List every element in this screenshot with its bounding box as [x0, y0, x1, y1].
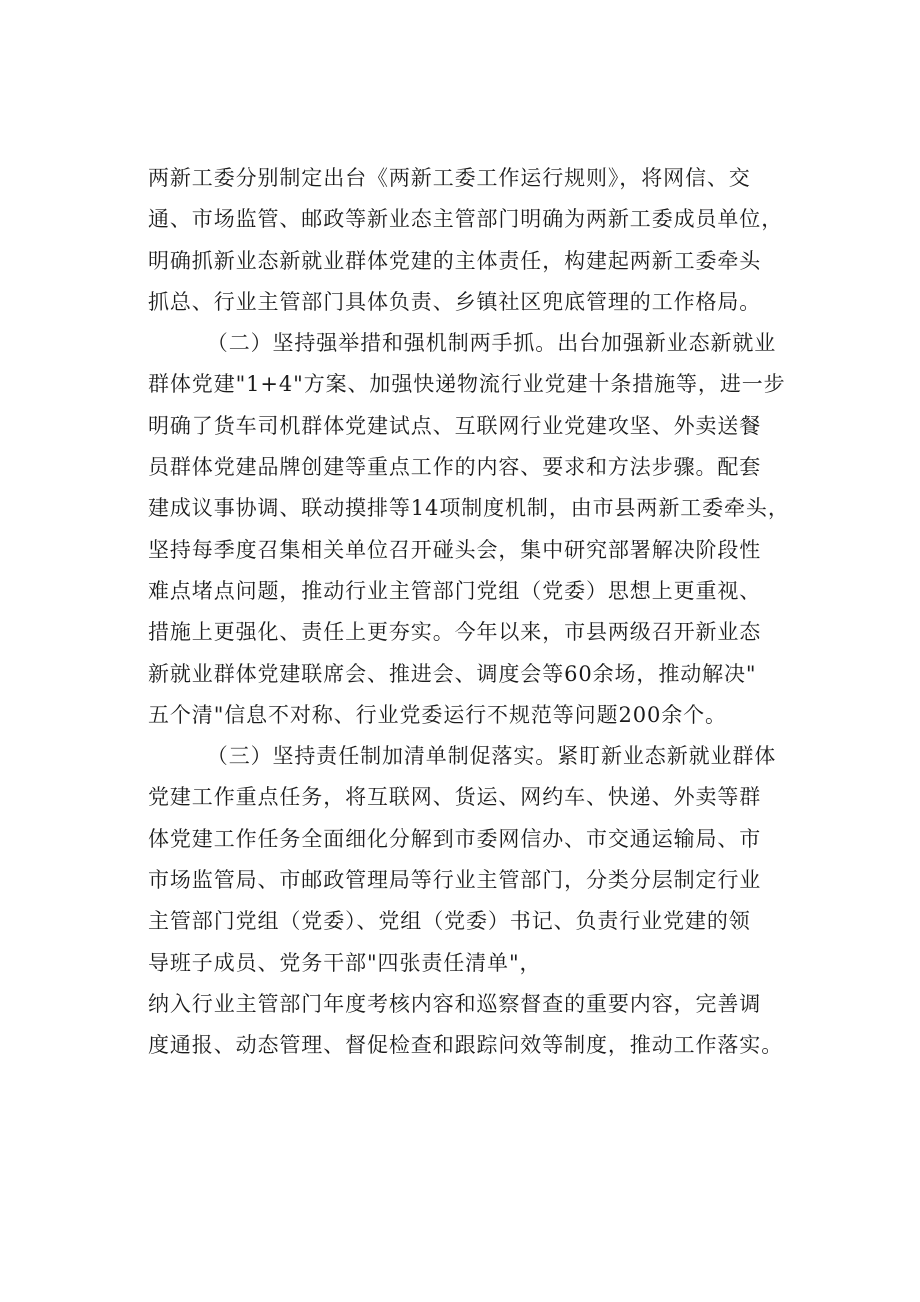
- paragraph-1-line-4: 抓总、行业主管部门具体负责、乡镇社区兜底管理的工作格局。: [148, 289, 762, 314]
- paragraph-2-line-2: 群体党建"1+4"方案、加强快递物流行业党建十条措施等，进一步: [148, 372, 786, 397]
- paragraph-1-line-3: 明确抓新业态新就业群体党建的主体责任，构建起两新工委牵头: [148, 248, 762, 273]
- paragraph-2-line-5: 建成议事协调、联动摸排等14项制度机制，由市县两新工委牵头，: [148, 496, 790, 521]
- paragraph-2-line-9: 新就业群体党建联席会、推进会、调度会等60余场，推动解决": [148, 661, 757, 686]
- paragraph-2: [148, 323, 824, 736]
- paragraph-2-line-10: 五个清"信息不对称、行业党委运行不规范等问题200余个。: [148, 702, 727, 727]
- paragraph-1: [148, 158, 824, 323]
- paragraph-1-line-1: 两新工委分别制定出台《两新工委工作运行规则》，将网信、交: [148, 166, 751, 190]
- paragraph-2-line-8: 措施上更强化、责任上更夯实。今年以来，市县两级召开新业态: [148, 620, 762, 645]
- paragraph-2-heading-line: （二）坚持强举措和强机制两手抓。出台加强新业态新就业: [206, 331, 777, 356]
- paragraph-2-line-3: 明确了货车司机群体党建试点、互联网行业党建攻坚、外卖送餐: [148, 413, 762, 438]
- paragraph-3-line-8: 度通报、动态管理、督促检查和跟踪问效等制度，推动工作落实。: [148, 1033, 784, 1058]
- paragraph-2-line-6: 坚持每季度召集相关单位召开碰头会，集中研究部署解决阶段性: [148, 537, 762, 562]
- paragraph-1-line-2: 通、市场监管、邮政等新业态主管部门明确为两新工委成员单位，: [148, 207, 784, 232]
- paragraph-3-line-5: 主管部门党组（党委）、党组（党委）书记、负责行业党建的领: [148, 909, 751, 934]
- paragraph-2-line-4: 员群体党建品牌创建等重点工作的内容、要求和方法步骤。配套: [148, 455, 762, 480]
- paragraph-3: [148, 736, 824, 1066]
- document-body: [148, 158, 824, 1067]
- paragraph-3-line-7: 纳入行业主管部门年度考核内容和巡察督查的重要内容，完善调: [148, 991, 762, 1016]
- paragraph-3-heading-line: （三）坚持责任制加清单制促落实。紧盯新业态新就业群体: [206, 744, 777, 769]
- paragraph-2-line-7: 难点堵点问题，推动行业主管部门党组（党委）思想上更重视、: [148, 578, 762, 603]
- paragraph-3-line-2: 党建工作重点任务，将互联网、货运、网约车、快递、外卖等群: [148, 785, 762, 810]
- paragraph-3-line-3: 体党建工作任务全面细化分解到市委网信办、市交通运输局、市: [148, 826, 762, 851]
- paragraph-3-line-4: 市场监管局、市邮政管理局等行业主管部门，分类分层制定行业: [148, 868, 762, 893]
- paragraph-3-line-6: 导班子成员、党务干部"四张责任清单"，: [148, 950, 542, 975]
